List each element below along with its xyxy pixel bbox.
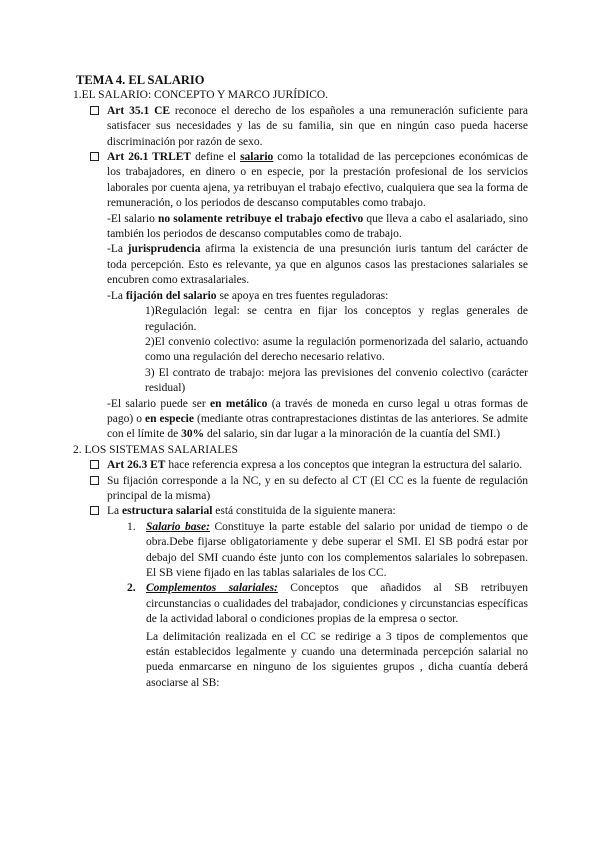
- checkbox-icon: [90, 152, 99, 161]
- salario-term: salario: [240, 151, 274, 164]
- bullet-art-26-1: Art 26.1 TRLET define el salario como la totalidad de las percepciones económicas de los trabajadores, en dinero o en especie, por la prestación profesional de los servicios laborales por cuenta ajena, ya retribuyan el trabajo efectivo, cualquiera que sea la forma de remuneración, o los periodos de descanso computables como trabajo.: [76, 150, 528, 212]
- source-item-2: 2)El convenio colectivo: asume la regulación pormenorizada del salario, actuando como una regulación del derecho necesario relativo.: [145, 335, 528, 364]
- bullet-ref: Art 26.1 TRLET: [107, 151, 192, 164]
- source-item-3: 3) El contrato de trabajo: mejora las previsiones del convenio colectivo (carácter residual): [145, 366, 528, 395]
- numbered-item-salario-base: 1. Salario base: Constituye la parte estable del salario por unidad de tiempo o de obra.Debe fijarse obligatoriamente y debe superar el SMI. El SB podrá estar por debajo del SMI cuando éste junto con los complementos salariales lo sobrepasen. El SB viene fijado en las tablas salariales de los CC.: [127, 520, 529, 579]
- paragraph-fijacion: -La fijación del salario se apoya en tres fuentes reguladoras:: [107, 289, 389, 302]
- paragraph-delimitacion: La delimitación realizada en el CC se redirige a 3 tipos de complementos que están establecidos legalmente y cuando una determinada percepción salarial no pueda enmarcarse en ninguno de los siguientes grupos , dicha cuantía deberá asociarse al SB:: [146, 630, 528, 689]
- section-heading-1: 1.EL SALARIO: CONCEPTO Y MARCO JURÍDICO.: [73, 89, 329, 102]
- paragraph-jurisprudencia: -La jurisprudencia afirma la existencia de una presunción iuris tantum del carácter de toda percepción. Esto es relevante, ya que en algunos casos las prestaciones salariales se encubren como extrasalariales.: [107, 243, 528, 287]
- paragraph-metalico-especie: -El salario puede ser en metálico (a través de moneda en curso legal u otras formas de pago) o en especie (mediante otras contraprestaciones distintas de las anteriores. Se admite con el límite de 30% del salario, sin dar lugar a la minoración de la cuantía del SMI.): [107, 397, 529, 441]
- item-number: 2.: [127, 582, 136, 595]
- checkbox-icon: [90, 506, 99, 515]
- bullet-text: reconoce el derecho de los españoles a una remuneración suficiente para satisfacer sus necesidades y las de su familia, sin que en ningún caso pueda hacerse discriminación por razón de sexo.: [107, 104, 528, 148]
- bullet-ref: Art 26.3 ET: [107, 459, 166, 472]
- numbered-item-complementos: 2. Complementos salariales: Conceptos que añadidos al SB retribuyen circunstancias o cualidades del trabajador, condiciones y circunstancias específicas de la actividad laboral o condiciones propias de la empresa o sector.: [127, 582, 528, 626]
- page-title: TEMA 4. EL SALARIO: [76, 73, 205, 87]
- bullet-ref: Art 35.1 CE: [107, 104, 171, 117]
- source-item-1: 1)Regulación legal: se centra en fijar los conceptos y reglas generales de regulación.: [145, 305, 528, 333]
- paragraph-salario-retribuye: -El salario no solamente retribuye el trabajo efectivo que lleva a cabo el asalariado, sino también los periodos de descanso computables como de trabajo.: [107, 212, 528, 241]
- checkbox-icon: [90, 106, 99, 115]
- document-body: [73, 73, 529, 691]
- section-heading-2: 2. LOS SISTEMAS SALARIALES: [73, 443, 238, 456]
- item-number: 1.: [127, 520, 136, 533]
- item-term: Complementos salariales:: [146, 582, 278, 595]
- bullet-fijacion-nc: Su fijación corresponde a la NC, y en su defecto al CT (El CC es la fuente de regulación principal de la misma): [76, 474, 528, 505]
- bullet-art-35-1: [76, 104, 528, 150]
- checkbox-icon: [90, 476, 99, 485]
- checkbox-icon: [90, 460, 99, 469]
- bullet-art-26-3: Art 26.3 ET hace referencia expresa a los conceptos que integran la estructura del salario.: [76, 458, 528, 473]
- bullet-estructura-salarial: La estructura salarial está constituida de la siguiente manera:: [76, 504, 528, 519]
- item-term: Salario base:: [146, 520, 210, 533]
